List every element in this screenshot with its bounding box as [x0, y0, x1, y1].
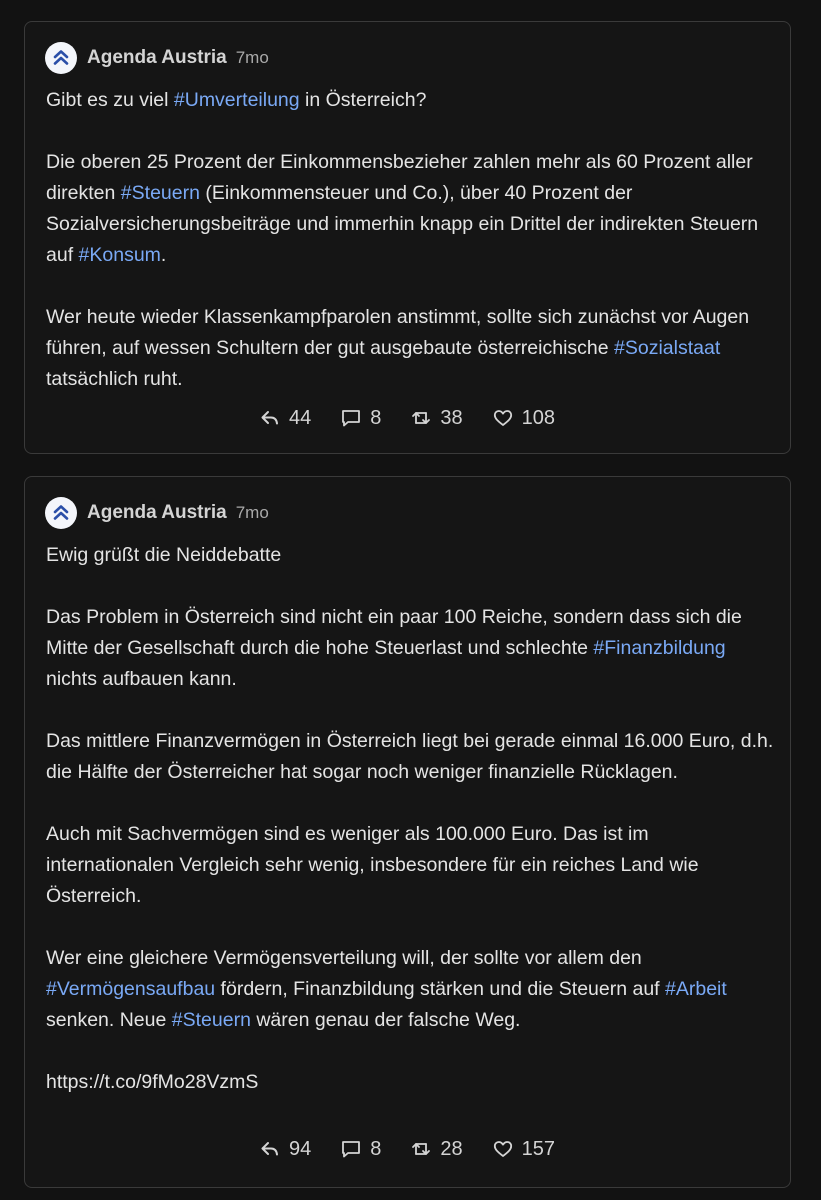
- post-body: [46, 85, 776, 395]
- post-paragraph: Das mittlere Finanzvermögen in Österreich liegt bei gerade einmal 16.000 Euro, d.h. die Hälfte der Österreicher hat sogar noch weniger finanzielle Rücklagen.: [46, 730, 774, 783]
- post-actions: [25, 1134, 790, 1164]
- post-body: [46, 540, 776, 1098]
- reply-button[interactable]: [260, 1138, 311, 1161]
- like-button[interactable]: [493, 1138, 555, 1161]
- hashtag-link[interactable]: #Sozialstaat: [614, 337, 721, 359]
- post-actions: [25, 403, 790, 433]
- agenda-austria-logo-icon: [51, 48, 71, 68]
- hashtag-link[interactable]: #Vermögensaufbau: [46, 978, 216, 1000]
- comment-count: 8: [370, 1137, 382, 1160]
- hashtag-link[interactable]: #Konsum: [78, 244, 161, 266]
- post-paragraph: Ewig grüßt die Neiddebatte: [46, 544, 282, 566]
- author-name[interactable]: Agenda Austria: [87, 502, 227, 523]
- post-card[interactable]: [24, 476, 791, 1188]
- post-header: [45, 41, 269, 75]
- hashtag-link[interactable]: #Steuern: [171, 1009, 251, 1031]
- avatar[interactable]: [45, 497, 77, 529]
- like-count: 108: [521, 406, 555, 429]
- post-time[interactable]: 7mo: [235, 503, 269, 522]
- post-paragraph: Auch mit Sachvermögen sind es weniger als 100.000 Euro. Das ist im internationalen Vergleich sehr wenig, insbesondere für ein reiches Land wie Österreich.: [46, 823, 699, 907]
- external-link[interactable]: https://t.co/9fMo28VzmS: [46, 1071, 259, 1093]
- author-name[interactable]: Agenda Austria: [87, 47, 227, 68]
- post-card[interactable]: [24, 21, 791, 454]
- reply-count: 94: [289, 1137, 312, 1160]
- post-paragraph: [46, 1067, 776, 1098]
- agenda-austria-logo-icon: [51, 503, 71, 523]
- repost-icon: [411, 1140, 431, 1158]
- post-paragraph: Die oberen 25 Prozent der Einkommensbezieher zahlen mehr als 60 Prozent aller direkten #Steuern (Einkommensteuer und Co.), über 40 Prozent der Sozialversicherungsbeiträge und immerhin knapp ein Drittel der indirekten Steuern auf #Konsum.: [46, 151, 759, 266]
- like-button[interactable]: [493, 407, 555, 430]
- heart-icon: [493, 1140, 513, 1158]
- speech-bubble-icon: [341, 409, 361, 427]
- speech-bubble-icon: [341, 1140, 361, 1158]
- post-paragraph: Gibt es zu viel #Umverteilung in Österreich?: [46, 89, 427, 111]
- repost-button[interactable]: [411, 1138, 462, 1161]
- post-time[interactable]: 7mo: [235, 48, 269, 67]
- reply-arrow-icon: [260, 1140, 280, 1158]
- repost-count: 28: [440, 1137, 463, 1160]
- comment-button[interactable]: [341, 1138, 381, 1161]
- hashtag-link[interactable]: #Steuern: [120, 182, 200, 204]
- comment-button[interactable]: [341, 407, 381, 430]
- repost-count: 38: [440, 406, 463, 429]
- reply-count: 44: [289, 406, 312, 429]
- post-header: [45, 496, 269, 530]
- hashtag-link[interactable]: #Finanzbildung: [593, 637, 726, 659]
- avatar[interactable]: [45, 42, 77, 74]
- post-paragraph: Wer heute wieder Klassenkampfparolen anstimmt, sollte sich zunächst vor Augen führen, auf wessen Schultern der gut ausgebaute österreichische #Sozialstaat tatsächlich ruht.: [46, 306, 750, 390]
- reply-arrow-icon: [260, 409, 280, 427]
- hashtag-link[interactable]: #Umverteilung: [173, 89, 300, 111]
- post-paragraph: Das Problem in Österreich sind nicht ein paar 100 Reiche, sondern dass sich die Mitte der Gesellschaft durch die hohe Steuerlast und schlechte #Finanzbildung nichts aufbauen kann.: [46, 606, 742, 690]
- heart-icon: [493, 409, 513, 427]
- hashtag-link[interactable]: #Arbeit: [665, 978, 727, 1000]
- comment-count: 8: [370, 406, 382, 429]
- repost-button[interactable]: [411, 407, 462, 430]
- repost-icon: [411, 409, 431, 427]
- post-paragraph: Wer eine gleichere Vermögensverteilung will, der sollte vor allem den #Vermögensaufbau fördern, Finanzbildung stärken und die Steuern auf #Arbeit senken. Neue #Steuern wären genau der falsche Weg.: [46, 947, 727, 1031]
- reply-button[interactable]: [260, 407, 311, 430]
- like-count: 157: [521, 1137, 555, 1160]
